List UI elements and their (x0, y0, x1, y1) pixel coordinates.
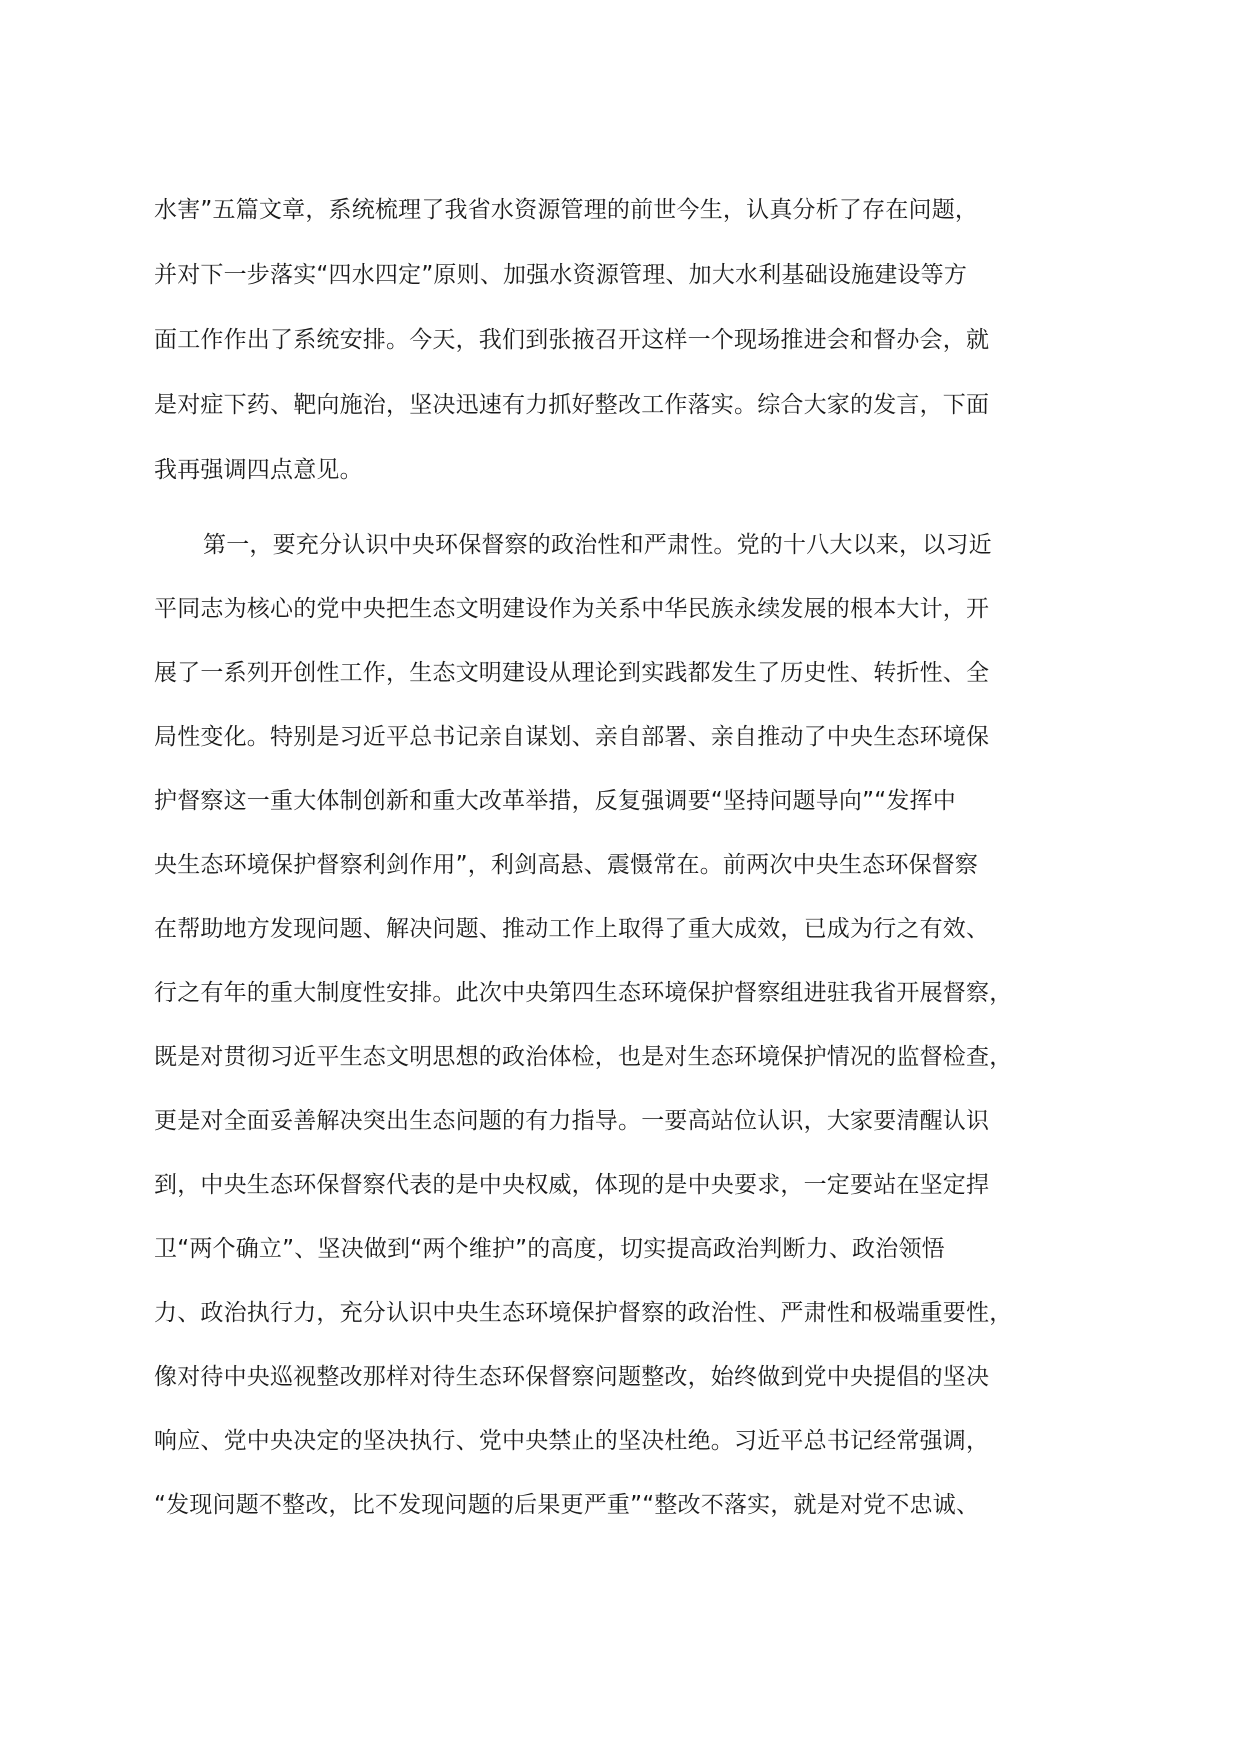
text-line: 局性变化。特别是习近平总书记亲自谋划、亲自部署、亲自推动了中央生态环境保 (154, 724, 990, 750)
text-line: 我再强调四点意见。 (154, 457, 363, 483)
text-line: 平同志为核心的党中央把生态文明建设作为关系中华民族永续发展的根本大计，开 (154, 596, 990, 622)
text-line: 像对待中央巡视整改那样对待生态环保督察问题整改，始终做到党中央提倡的坚决 (154, 1364, 990, 1390)
text-line: 力、政治执行力，充分认识中央生态环境保护督察的政治性、严肃性和极端重要性， (154, 1300, 1013, 1326)
text-line: 行之有年的重大制度性安排。此次中央第四生态环境保护督察组进驻我省开展督察， (154, 980, 1013, 1006)
text-line: 响应、党中央决定的坚决执行、党中央禁止的坚决杜绝。习近平总书记经常强调， (154, 1428, 990, 1454)
text-line: 并对下一步落实“四水四定”原则、加强水资源管理、加大水利基础设施建设等方 (154, 262, 968, 288)
text-line: 更是对全面妥善解决突出生态问题的有力指导。一要高站位认识，大家要清醒认识 (154, 1108, 990, 1134)
text-line: 到，中央生态环保督察代表的是中央权威，体现的是中央要求，一定要站在坚定捍 (154, 1172, 990, 1198)
text-line: 卫“两个确立”、坚决做到“两个维护”的高度，切实提高政治判断力、政治领悟 (154, 1236, 945, 1262)
text-line: 既是对贯彻习近平生态文明思想的政治体检，也是对生态环境保护情况的监督检查， (154, 1044, 1013, 1070)
text-line: 在帮助地方发现问题、解决问题、推动工作上取得了重大成效，已成为行之有效、 (154, 916, 990, 942)
text-line: “发现问题不整改，比不发现问题的后果更严重”“整改不落实，就是对党不忠诚、 (154, 1492, 980, 1518)
text-line: 水害”五篇文章，系统梳理了我省水资源管理的前世今生，认真分析了存在问题， (154, 197, 979, 223)
text-line: 护督察这一重大体制创新和重大改革举措，反复强调要“坚持问题导向”“发挥中 (154, 788, 956, 814)
text-line: 是对症下药、靶向施治，坚决迅速有力抓好整改工作落实。综合大家的发言，下面 (154, 392, 990, 418)
text-line: 面工作作出了系统安排。今天，我们到张掖召开这样一个现场推进会和督办会，就 (154, 327, 990, 353)
text-line: 第一，要充分认识中央环保督察的政治性和严肃性。党的十八大以来，以习近 (203, 532, 992, 558)
text-line: 央生态环境保护督察利剑作用”，利剑高悬、震慑常在。前两次中央生态环保督察 (154, 852, 979, 878)
text-line: 展了一系列开创性工作，生态文明建设从理论到实践都发生了历史性、转折性、全 (154, 660, 990, 686)
